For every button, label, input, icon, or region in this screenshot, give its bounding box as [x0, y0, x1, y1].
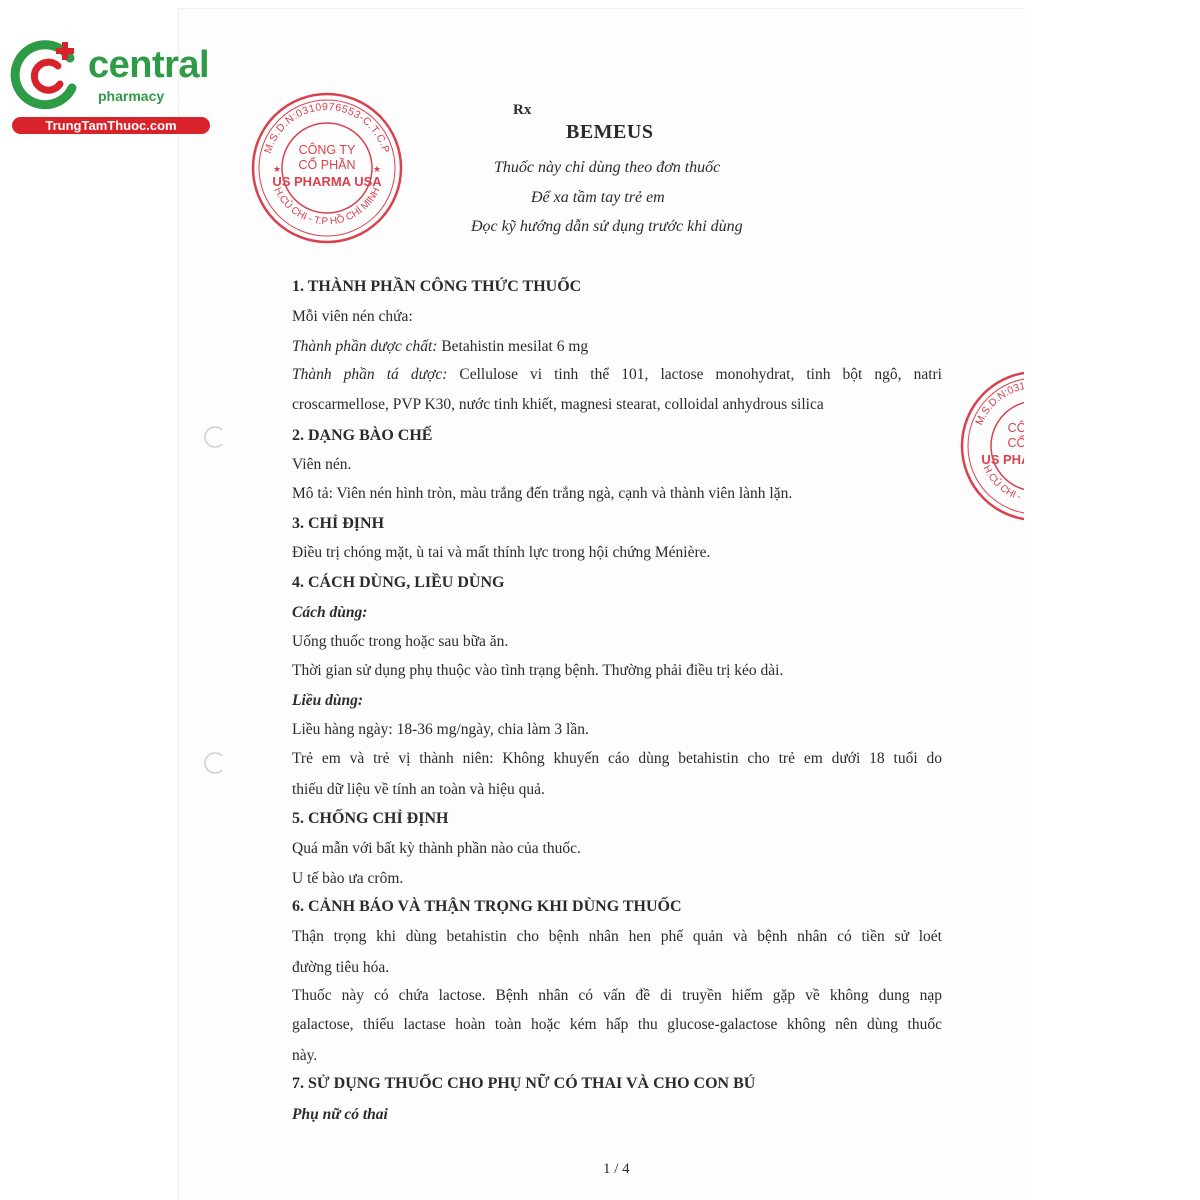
svg-text:H.CỦ CHI - T.P HỒ CHÍ MINH: H.CỦ CHI - T.P HỒ CHÍ MINH — [980, 463, 1092, 506]
s6-line-4: galactose, thiếu lactase hoàn toàn hoặc kém hấp thu glucose-galactose không nên dùng thuốc — [292, 1016, 942, 1033]
stamp-line-2: CỔ PHẦN — [298, 158, 356, 172]
logo-banner: TrungTamThuoc.com — [12, 117, 210, 134]
section-4-title: 4. CÁCH DÙNG, LIỀU DÙNG — [292, 574, 505, 591]
s1-excipient-label: Thành phần tá dược: — [292, 366, 448, 383]
section-5-title: 5. CHỐNG CHỈ ĐỊNH — [292, 810, 449, 827]
stamp-line-1: CÔNG TY — [298, 143, 356, 157]
s2-line-2: Mô tả: Viên nén hình tròn, màu trắng đến trắng ngà, cạnh và thành viên lành lặn. — [292, 485, 793, 502]
section-2-title: 2. DẠNG BÀO CHẾ — [292, 427, 433, 444]
svg-text:★: ★ — [273, 164, 282, 174]
s7-subheading-1: Phụ nữ có thai — [292, 1106, 388, 1123]
s6-line-3: Thuốc này có chứa lactose. Bệnh nhân có vấn đề di truyền hiếm gặp về không dung nạp — [292, 987, 942, 1004]
header-subtitle-1: Thuốc này chỉ dùng theo đơn thuốc — [494, 159, 721, 176]
s4-subheading-2: Liều dùng: — [292, 692, 364, 709]
punch-hole — [204, 752, 226, 774]
s3-line-1: Điều trị chóng mặt, ù tai và mất thính lực trong hội chứng Ménière. — [292, 544, 711, 561]
header-subtitle-2: Để xa tầm tay trẻ em — [531, 189, 665, 206]
s4-line-2: Thời gian sử dụng phụ thuộc vào tình trạng bệnh. Thường phải điều trị kéo dài. — [292, 662, 784, 679]
s1-excipient-text: Cellulose vi tinh thể 101, lactose monohydrat, tinh bột ngô, natri — [447, 366, 942, 383]
stamp-bottom-text: H.CỦ CHI - T.P HỒ CHÍ MINH — [271, 185, 383, 228]
svg-text:M.S.D.N:0310976553-C.T.C.P: M.S.D.N:0310976553-C.T.C.P — [973, 378, 1099, 428]
section-3-title: 3. CHỈ ĐỊNH — [292, 515, 385, 532]
s1-active-label: Thành phần dược chất: — [292, 338, 438, 355]
logo-brand-text: central — [88, 44, 210, 86]
s4-line-3: Liều hàng ngày: 18-36 mg/ngày, chia làm 3 lần. — [292, 721, 589, 738]
svg-text:★: ★ — [373, 164, 382, 174]
section-1-title: 1. THÀNH PHẦN CÔNG THỨC THUỐC — [292, 278, 582, 295]
company-stamp-partial — [956, 366, 1099, 526]
partial-stamp-clip — [950, 366, 1099, 526]
drug-title: BEMEUS — [566, 121, 654, 143]
s2-line-1: Viên nén. — [292, 456, 352, 473]
header-subtitle-3: Đọc kỹ hướng dẫn sử dụng trước khi dùng — [471, 218, 743, 235]
punch-hole — [204, 426, 226, 448]
page-number: 1 / 4 — [603, 1161, 630, 1177]
central-pharmacy-logo — [10, 38, 215, 138]
s4-line-4: Trẻ em và trẻ vị thành niên: Không khuyến cáo dùng betahistin cho trẻ em dưới 18 tuổi do — [292, 750, 942, 767]
section-7-title: 7. SỬ DỤNG THUỐC CHO PHỤ NỮ CÓ THAI VÀ CHO CON BÚ — [292, 1075, 756, 1092]
s1-line-4: croscarmellose, PVP K30, nước tinh khiết, magnesi stearat, colloidal anhydrous silica — [292, 396, 824, 413]
s6-line-2: đường tiêu hóa. — [292, 959, 390, 976]
s5-line-1: Quá mẫn với bất kỳ thành phần nào của thuốc. — [292, 840, 581, 857]
s1-active-text: Betahistin mesilat 6 mg — [437, 338, 589, 355]
s1-line-1: Mỗi viên nén chứa: — [292, 308, 413, 325]
svg-text:CÔNG TY: CÔNG TY — [1007, 421, 1065, 435]
s4-line-1: Uống thuốc trong hoặc sau bữa ăn. — [292, 633, 509, 650]
svg-text:CỔ PHẦN: CỔ PHẦN — [1007, 436, 1065, 450]
s1-line-3 — [292, 366, 942, 384]
s4-line-5: thiếu dữ liệu về tính an toàn và hiệu quả. — [292, 781, 545, 798]
s6-line-5: này. — [292, 1047, 318, 1064]
s6-line-1: Thận trọng khi dùng betahistin cho bệnh nhân hen phế quản và bệnh nhân có tiền sử loét — [292, 928, 942, 945]
logo-sub-text: pharmacy — [98, 88, 165, 104]
s5-line-2: U tế bào ưa crôm. — [292, 870, 404, 887]
stamp-ring-text: M.S.D.N:0310976553-C.T.C.P — [261, 100, 393, 155]
stamp-line-3: US PHARMA USA — [272, 174, 382, 189]
central-pharmacy-emblem-icon — [10, 38, 86, 114]
rx-label: Rx — [513, 102, 532, 118]
s1-line-2 — [292, 338, 588, 356]
section-6-title: 6. CẢNH BÁO VÀ THẬN TRỌNG KHI DÙNG THUỐC — [292, 898, 682, 915]
company-stamp — [247, 88, 407, 248]
s4-subheading-1: Cách dùng: — [292, 604, 368, 621]
svg-text:US PHARMA USA: US PHARMA USA — [981, 452, 1091, 467]
